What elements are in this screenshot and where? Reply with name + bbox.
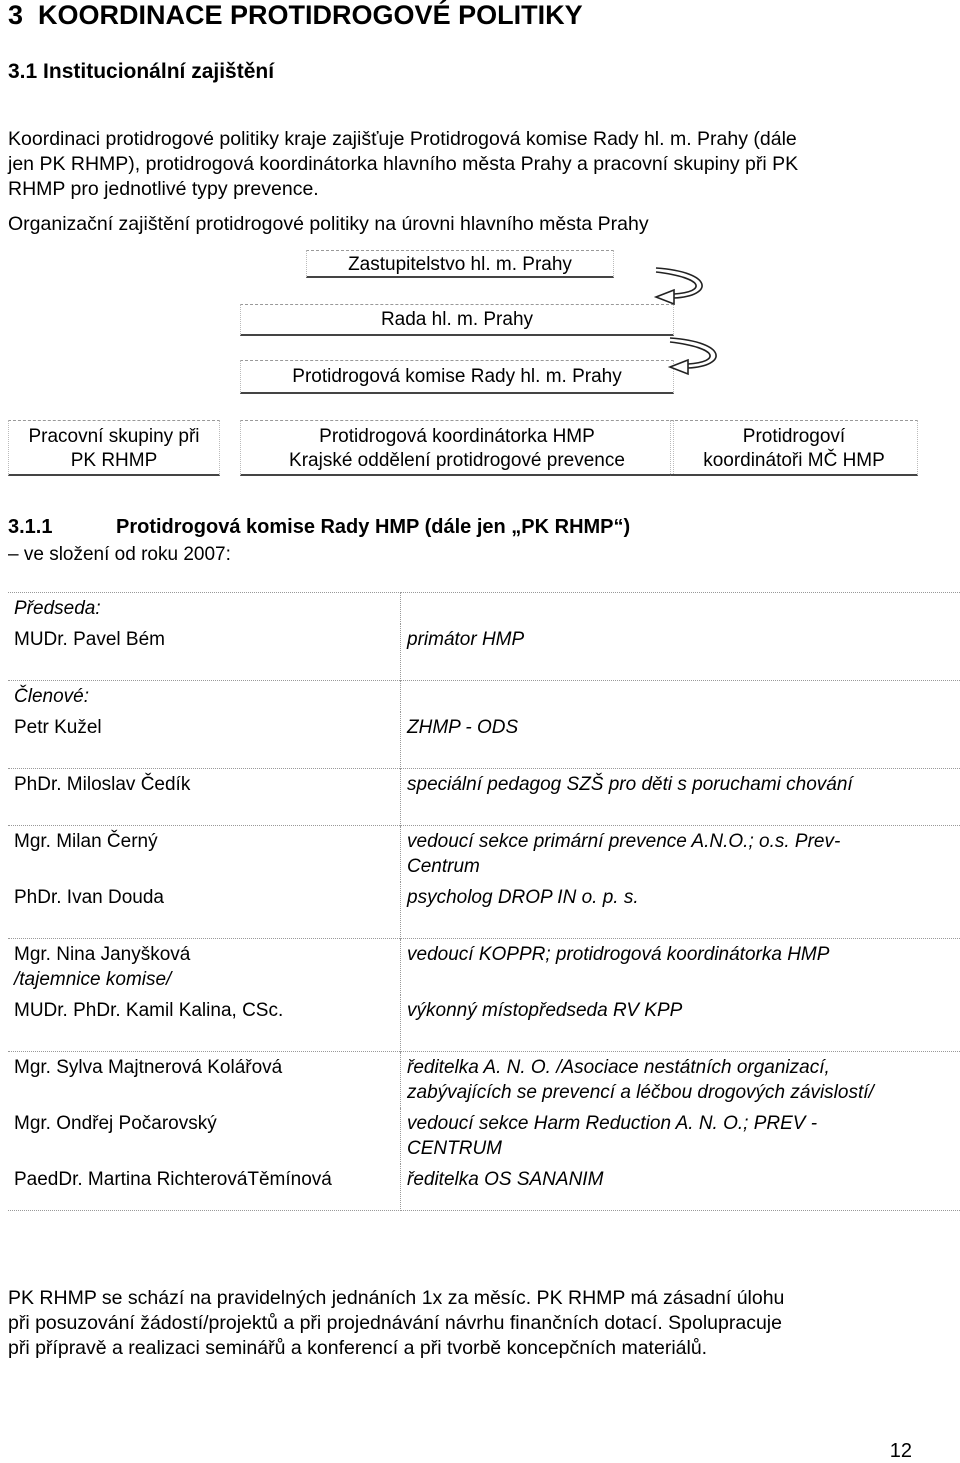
closing-line: při přípravě a realizaci seminářů a konferencí a při tvorbě koncepčních materiálů. (8, 1336, 952, 1361)
table-row (8, 1164, 960, 1211)
table-row (8, 712, 960, 769)
role-line: ředitelka A. N. O. /Asociace nestátních organizací, (407, 1055, 954, 1080)
table-row (8, 939, 960, 996)
member-role: výkonný místopředseda RV KPP (401, 995, 960, 1052)
member-role: primátor HMP (401, 624, 960, 681)
chapter-title: KOORDINACE PROTIDROGOVÉ POLITIKY (38, 0, 583, 30)
member-role: vedoucí KOPPR; protidrogová koordinátorka HMP (401, 939, 960, 996)
subsection-subtitle: – ve složení od roku 2007: (8, 544, 231, 566)
chapter-heading (8, 0, 583, 31)
member-name: Mgr. Ondřej Počarovský (8, 1108, 401, 1164)
closing-line: při posuzování žádostí/projektů a při projednávání návrhu finančních dotací. Spolupracuje (8, 1311, 952, 1336)
box-line: Krajské oddělení protidrogové prevence (241, 449, 673, 473)
table-row (8, 882, 960, 939)
table-row (8, 681, 960, 713)
member-name: PhDr. Ivan Douda (8, 882, 401, 939)
subsection-title: Protidrogová komise Rady HMP (dále jen „PK RHMP“) (116, 516, 630, 538)
koordinatori-mc-box (670, 420, 918, 476)
intro-paragraph (8, 127, 952, 202)
table-row (8, 624, 960, 681)
member-name: PhDr. Miloslav Čedík (8, 769, 401, 826)
member-name: Mgr. Milan Černý (8, 826, 401, 883)
closing-paragraph (8, 1286, 952, 1361)
member-name: Mgr. Sylva Majtnerová Kolářová (8, 1052, 401, 1109)
member-role: ředitelka OS SANANIM (401, 1164, 960, 1211)
member-role (401, 826, 960, 883)
box-line: Protidrogoví (671, 421, 917, 449)
koordinatorka-box (240, 420, 674, 476)
closing-line: PK RHMP se schází na pravidelných jednáních 1x za měsíc. PK RHMP má zásadní úlohu (8, 1286, 952, 1311)
clenove-label: Členové: (8, 681, 401, 713)
curved-arrow-icon (670, 338, 716, 374)
intro-line: RHMP pro jednotlivé typy prevence. (8, 177, 952, 202)
predseda-label: Předseda: (8, 593, 401, 625)
page-number: 12 (890, 1440, 912, 1463)
table-row (8, 826, 960, 883)
member-name: PaedDr. Martina RichterováTěmínová (8, 1164, 401, 1211)
role-line: CENTRUM (407, 1136, 954, 1161)
member-role (401, 1052, 960, 1109)
role-line: Centrum (407, 854, 954, 879)
box-line: koordinátoři MČ HMP (671, 449, 917, 473)
name-line: Mgr. Nina Janyšková (14, 942, 394, 967)
table-row (8, 769, 960, 826)
member-role: speciální pedagog SZŠ pro děti s poruchami chování (401, 769, 960, 826)
pracovni-skupiny-box (8, 420, 220, 476)
intro-line: Koordinaci protidrogové politiky kraje zajišťuje Protidrogová komise Rady hl. m. Prahy (dále (8, 127, 952, 152)
role-line: vedoucí sekce Harm Reduction A. N. O.; PREV - (407, 1111, 954, 1136)
role-line: zabývajících se prevencí a léčbou drogových závislostí/ (407, 1080, 954, 1105)
role-line: vedoucí sekce primární prevence A.N.O.; o.s. Prev- (407, 829, 954, 854)
intro-line: jen PK RHMP), protidrogová koordinátorka hlavního města Prahy a pracovní skupiny při PK (8, 152, 952, 177)
rada-box: Rada hl. m. Prahy (240, 304, 674, 336)
member-name: MUDr. Pavel Bém (8, 624, 401, 681)
member-name (8, 939, 401, 996)
curved-arrow-icon (656, 268, 702, 304)
table-row (8, 995, 960, 1052)
box-line: PK RHMP (9, 449, 219, 473)
box-line: Pracovní skupiny při (9, 421, 219, 449)
name-line: /tajemnice komise/ (14, 967, 394, 992)
table-row (8, 1052, 960, 1109)
member-role (401, 1108, 960, 1164)
table-row (8, 1108, 960, 1164)
member-name: Petr Kužel (8, 712, 401, 769)
member-role: psycholog DROP IN o. p. s. (401, 882, 960, 939)
org-caption: Organizační zajištění protidrogové politiky na úrovni hlavního města Prahy (8, 213, 649, 236)
chapter-number: 3 (8, 0, 23, 30)
section-heading: 3.1 Institucionální zajištění (8, 60, 274, 84)
subsection-heading (8, 516, 630, 539)
members-table (8, 592, 960, 1211)
komise-box: Protidrogová komise Rady hl. m. Prahy (240, 360, 674, 394)
subsection-number: 3.1.1 (8, 516, 116, 539)
curved-arrows-graphic (644, 262, 724, 392)
table-row (8, 593, 960, 625)
member-role: ZHMP - ODS (401, 712, 960, 769)
zastupitelstvo-box: Zastupitelstvo hl. m. Prahy (306, 250, 614, 278)
box-line: Protidrogová koordinátorka HMP (241, 421, 673, 449)
member-name: MUDr. PhDr. Kamil Kalina, CSc. (8, 995, 401, 1052)
